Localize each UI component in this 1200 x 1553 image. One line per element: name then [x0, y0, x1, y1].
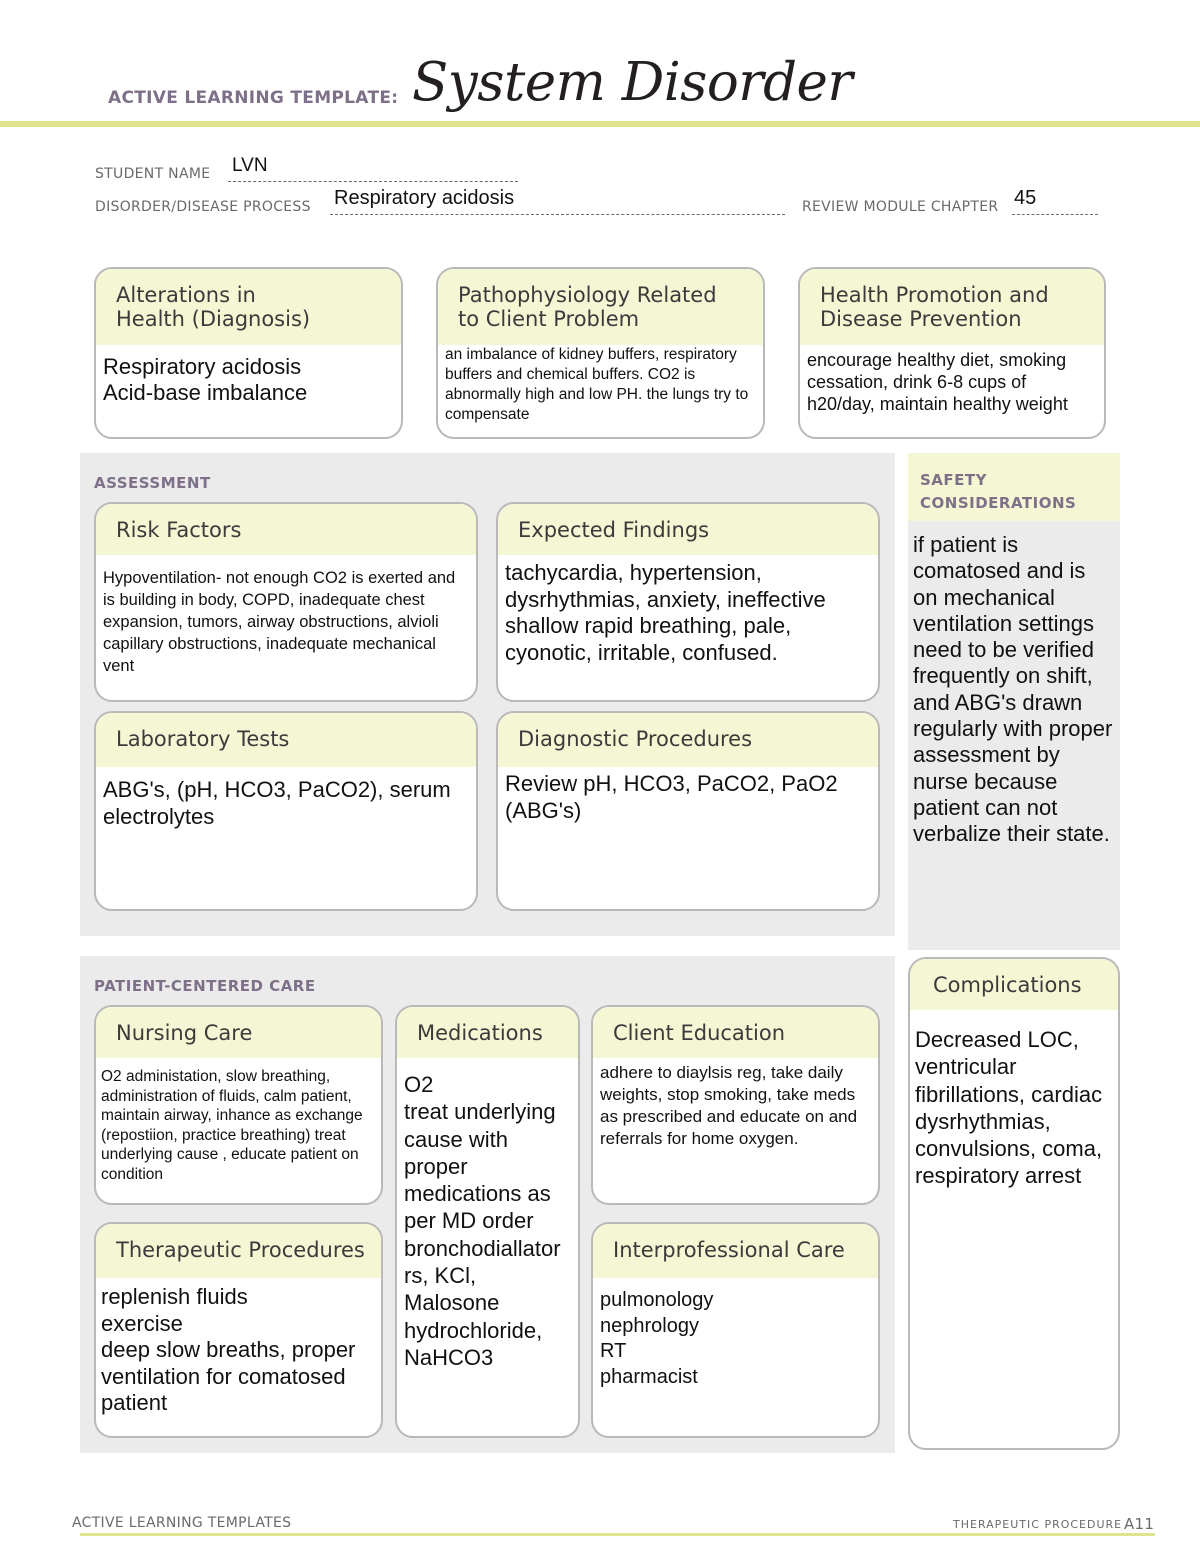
expected-findings-body[interactable]: tachycardia, hypertension, dysrhythmias, anxiety, ineffective shallow rapid breathing, pale, cyonotic, irritable, confused.: [505, 560, 826, 665]
page-number: A11: [1124, 1515, 1155, 1533]
diagnostic-procedures-body[interactable]: Review pH, HCO3, PaCO2, PaO2 (ABG's): [505, 771, 838, 823]
student-name-field[interactable]: LVN: [232, 155, 268, 176]
therapeutic-procedures-box: [94, 1222, 383, 1438]
chapter-field[interactable]: 45: [1014, 187, 1037, 209]
template-label: ACTIVE LEARNING TEMPLATE:: [108, 88, 399, 108]
medications-title: Medications: [397, 1007, 578, 1058]
nursing-care-box: [94, 1005, 383, 1205]
alterations-box: [94, 267, 403, 439]
chapter-line: [1012, 213, 1098, 215]
pathophysiology-body[interactable]: an imbalance of kidney buffers, respiratory buffers and chemical buffers. CO2 is abnormally high and low PH. the lungs try to compensate: [445, 346, 749, 423]
patient-care-title: PATIENT-CENTERED CARE: [94, 977, 316, 995]
student-name-line: [228, 180, 518, 182]
nursing-care-title: Nursing Care: [96, 1007, 381, 1058]
expected-findings-box: [496, 502, 880, 702]
safety-title: SAFETY CONSIDERATIONS: [908, 453, 1120, 521]
risk-factors-title: Risk Factors: [96, 504, 476, 555]
diagnostic-procedures-title: Diagnostic Procedures: [498, 713, 878, 767]
interprofessional-care-box: [591, 1222, 880, 1438]
therapeutic-procedures-title: Therapeutic Procedures: [96, 1224, 381, 1278]
alterations-title: Alterations in Health (Diagnosis): [96, 269, 401, 345]
lab-tests-box: [94, 711, 478, 911]
disorder-line: [330, 213, 785, 215]
page-title: System Disorder: [412, 52, 853, 113]
client-education-title: Client Education: [593, 1007, 878, 1058]
complications-title: Complications: [910, 959, 1118, 1010]
risk-factors-body[interactable]: Hypoventilation- not enough CO2 is exerted and is building in body, COPD, inadequate chest expansion, tumors, airway obstructions, alvioli capillary obstructions, inadequate mechanical vent: [103, 569, 456, 675]
client-education-box: [591, 1005, 880, 1205]
health-promotion-title: Health Promotion and Disease Prevention: [800, 269, 1104, 345]
complications-box: [908, 957, 1120, 1450]
disorder-field[interactable]: Respiratory acidosis: [334, 187, 515, 209]
expected-findings-title: Expected Findings: [498, 504, 878, 555]
pathophysiology-box: [436, 267, 765, 439]
disorder-label: DISORDER/DISEASE PROCESS: [95, 199, 311, 215]
complications-body[interactable]: Decreased LOC, ventricular fibrillations, cardiac dysrhythmias, convulsions, coma, respiratory arrest: [915, 1027, 1103, 1189]
lab-tests-title: Laboratory Tests: [96, 713, 476, 767]
medications-box: [395, 1005, 580, 1438]
client-education-body[interactable]: adhere to diaylsis reg, take daily weights, stop smoking, take meds as prescribed and educate on and referrals for home oxygen.: [600, 1063, 858, 1148]
nursing-care-body[interactable]: O2 administation, slow breathing, administration of fluids, calm patient, maintain airway, inhance as exchange (repostiion, practice breathing) treat underlying cause , educate patient on condition: [101, 1068, 363, 1183]
interprofessional-care-body[interactable]: pulmonology nephrology RT pharmacist: [600, 1289, 714, 1388]
safety-body[interactable]: if patient is comatosed and is on mechanical ventilation settings need to be verified frequently on shift, and ABG's drawn regularly with proper assessment by nurse because patient can not verbalize their state.: [913, 532, 1113, 847]
chapter-label: REVIEW MODULE CHAPTER: [802, 199, 999, 215]
lab-tests-body[interactable]: ABG's, (pH, HCO3, PaCO2), serum electrolytes: [103, 777, 451, 829]
medications-body[interactable]: O2 treat underlying cause with proper medications as per MD order bronchodiallator rs, KCl, Malosone hydrochloride, NaHCO3: [404, 1072, 561, 1370]
therapeutic-procedures-body[interactable]: replenish fluids exercise deep slow breaths, proper ventilation for comatosed patient: [101, 1284, 356, 1415]
pathophysiology-title: Pathophysiology Related to Client Problem: [438, 269, 763, 345]
health-promotion-box: [798, 267, 1106, 439]
health-promotion-body[interactable]: encourage healthy diet, smoking cessation, drink 6-8 cups of h20/day, maintain healthy weight: [807, 350, 1068, 414]
interprofessional-care-title: Interprofessional Care: [593, 1224, 878, 1278]
footer-section: THERAPEUTIC PROCEDURE: [953, 1518, 1123, 1531]
diagnostic-procedures-box: [496, 711, 880, 911]
footer-left: ACTIVE LEARNING TEMPLATES: [72, 1515, 292, 1531]
student-name-label: STUDENT NAME: [95, 166, 211, 182]
risk-factors-box: [94, 502, 478, 702]
footer-rule: [80, 1533, 1155, 1536]
assessment-title: ASSESSMENT: [94, 474, 211, 492]
header-rule: [0, 121, 1200, 127]
alterations-body[interactable]: Respiratory acidosis Acid-base imbalance: [103, 354, 308, 405]
